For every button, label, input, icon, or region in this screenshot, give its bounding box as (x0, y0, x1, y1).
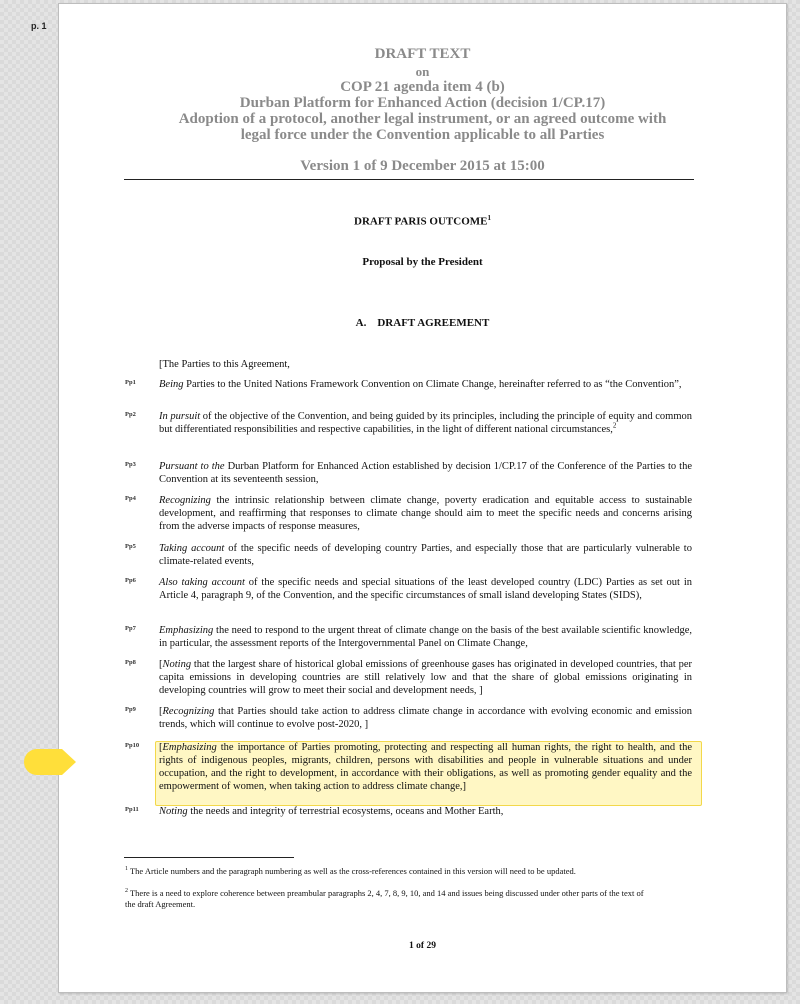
header-line-6: legal force under the Convention applicable to all Parties (240, 127, 605, 143)
paragraph-text: of the objective of the Convention, and being guided by its principles, including the principle of equity and common but differentiated responsibilities and respective capabilities, in the light of different national circumstances, (159, 411, 692, 435)
bracket-mark: [ (159, 706, 163, 717)
footnote-1 (125, 864, 655, 877)
header-line-3: COP 21 agenda item 4 (b) (340, 79, 505, 95)
footnote-2 (125, 886, 655, 910)
header-line-4: Durban Platform for Enhanced Action (decision 1/CP.17) (239, 95, 606, 111)
header-line-1: DRAFT TEXT (374, 46, 471, 62)
page-footer: 1 of 29 (409, 941, 436, 951)
paragraph-text: of the specific needs and special situations of the least developed country (LDC) Parties as set out in Article 4, paragraph 9, of the Convention, and the specific circumstances of small island developing States (SIDS), (159, 577, 692, 601)
paragraph-label: Pp10 (125, 742, 140, 749)
preamble-paragraph (159, 805, 692, 818)
paragraph-text: of the specific needs of developing country Parties, and especially those that are particularly vulnerable to climate-related events, (159, 543, 692, 567)
paragraph-lead: Recognizing (159, 495, 211, 506)
bracket-mark: [ (159, 742, 163, 753)
footnote-text: There is a need to explore coherence between preambular paragraphs 2, 4, 7, 8, 9, 10, and 14 and issues being discussed under other parts of the text of the draft Agreement. (125, 887, 644, 909)
paragraph-label: Pp1 (125, 379, 136, 386)
bracket-mark: [ (159, 659, 163, 670)
paragraph-lead: Recognizing (162, 706, 215, 717)
header-line-5: Adoption of a protocol, another legal instrument, or an agreed outcome with (178, 111, 667, 127)
document-page (58, 3, 787, 993)
paragraph-label: Pp7 (125, 625, 136, 632)
preamble-paragraph (159, 410, 692, 436)
preamble-paragraph (159, 741, 692, 793)
document-subtitle: Proposal by the President (362, 256, 483, 268)
paragraph-lead: Emphasizing (159, 625, 214, 636)
paragraph-text: the need to respond to the urgent threat of climate change on the basis of the best available scientific knowledge, in particular, the assessment reports of the Intergovernmental Panel on Climate Change, (159, 625, 692, 649)
preamble-paragraph (159, 576, 692, 602)
paragraph-text: the importance of Parties promoting, protecting and respecting all human rights, the right to health, and the rights of indigenous peoples, migrants, children, persons with disabilities and people in vulnerable situations and under occupation, and the right to development, in accordance with their obligations, as well as promoting gender equality and the empowerment of women, when taking action to address climate change,] (159, 742, 692, 792)
callout-arrow-icon[interactable] (24, 749, 76, 775)
paragraph-label: Pp3 (125, 461, 136, 468)
footnote-number: 2 (125, 888, 128, 894)
paragraph-label: Pp11 (125, 806, 139, 813)
document-title (59, 214, 786, 228)
header-rule (124, 179, 694, 180)
paragraph-lead: Pursuant to the (159, 461, 225, 472)
paragraph-lead: Emphasizing (162, 742, 217, 753)
paragraph-text: the intrinsic relationship between climate change, poverty eradication and equitable access to sustainable development, and reaffirming that responses to climate change should aim to meet the specific needs and concerns arising from the adverse impacts of response measures, (159, 495, 692, 532)
paragraph-lead: In pursuit (159, 411, 201, 422)
preamble-paragraph (159, 542, 692, 568)
footnote-text: The Article numbers and the paragraph numbering as well as the cross-references contained in this version will need to be updated. (129, 865, 576, 876)
paragraph-label: Pp5 (125, 543, 136, 550)
document-title-text: DRAFT PARIS OUTCOME (354, 215, 488, 228)
footnote-ref-1[interactable]: 1 (487, 214, 491, 222)
paragraph-label: Pp2 (125, 411, 136, 418)
paragraph-label: Pp9 (125, 706, 136, 713)
version-line: Version 1 of 9 December 2015 at 15:00 (300, 158, 545, 174)
preamble-paragraph (159, 658, 692, 697)
page-number-label: p. 1 (31, 21, 47, 31)
paragraph-lead: Noting (159, 806, 188, 817)
paragraph-lead: Noting (162, 659, 192, 670)
preamble-paragraph (159, 624, 692, 650)
paragraph-lead: Being (159, 379, 184, 390)
intro-line: [The Parties to this Agreement, (159, 359, 290, 370)
preamble-paragraph (159, 460, 692, 486)
footnote-number: 1 (125, 866, 128, 872)
preamble-paragraph (159, 378, 692, 391)
preamble-paragraph (159, 705, 692, 731)
preamble-paragraph (159, 494, 692, 533)
paragraph-text: that the largest share of historical global emissions of greenhouse gases has originated in developed countries, that per capita emissions in developing countries are still relatively low and that the share of global emissions originating in developing countries will grow to meet their social and development needs, ] (159, 659, 692, 696)
section-heading: A. DRAFT AGREEMENT (355, 317, 490, 329)
paragraph-lead: Taking account (159, 543, 225, 554)
paragraph-text: Durban Platform for Enhanced Action established by decision 1/CP.17 of the Conference of the Parties to the Convention at its seventeenth session, (159, 461, 692, 485)
paragraph-label: Pp4 (125, 495, 136, 502)
footnote-ref[interactable]: 2 (612, 421, 617, 430)
footnote-rule (124, 857, 294, 858)
paragraph-text: the needs and integrity of terrestrial ecosystems, oceans and Mother Earth, (187, 806, 504, 817)
paragraph-text: that Parties should take action to address climate change in accordance with evolving economic and emission trends, which will continue to evolve post-2020, ] (159, 706, 692, 730)
paragraph-text: Parties to the United Nations Framework Convention on Climate Change, hereinafter referred to as “the Convention”, (183, 379, 682, 390)
paragraph-label: Pp6 (125, 577, 136, 584)
paragraph-lead: Also taking account (159, 577, 245, 588)
paragraph-label: Pp8 (125, 659, 136, 666)
header-line-2: on (415, 64, 430, 79)
